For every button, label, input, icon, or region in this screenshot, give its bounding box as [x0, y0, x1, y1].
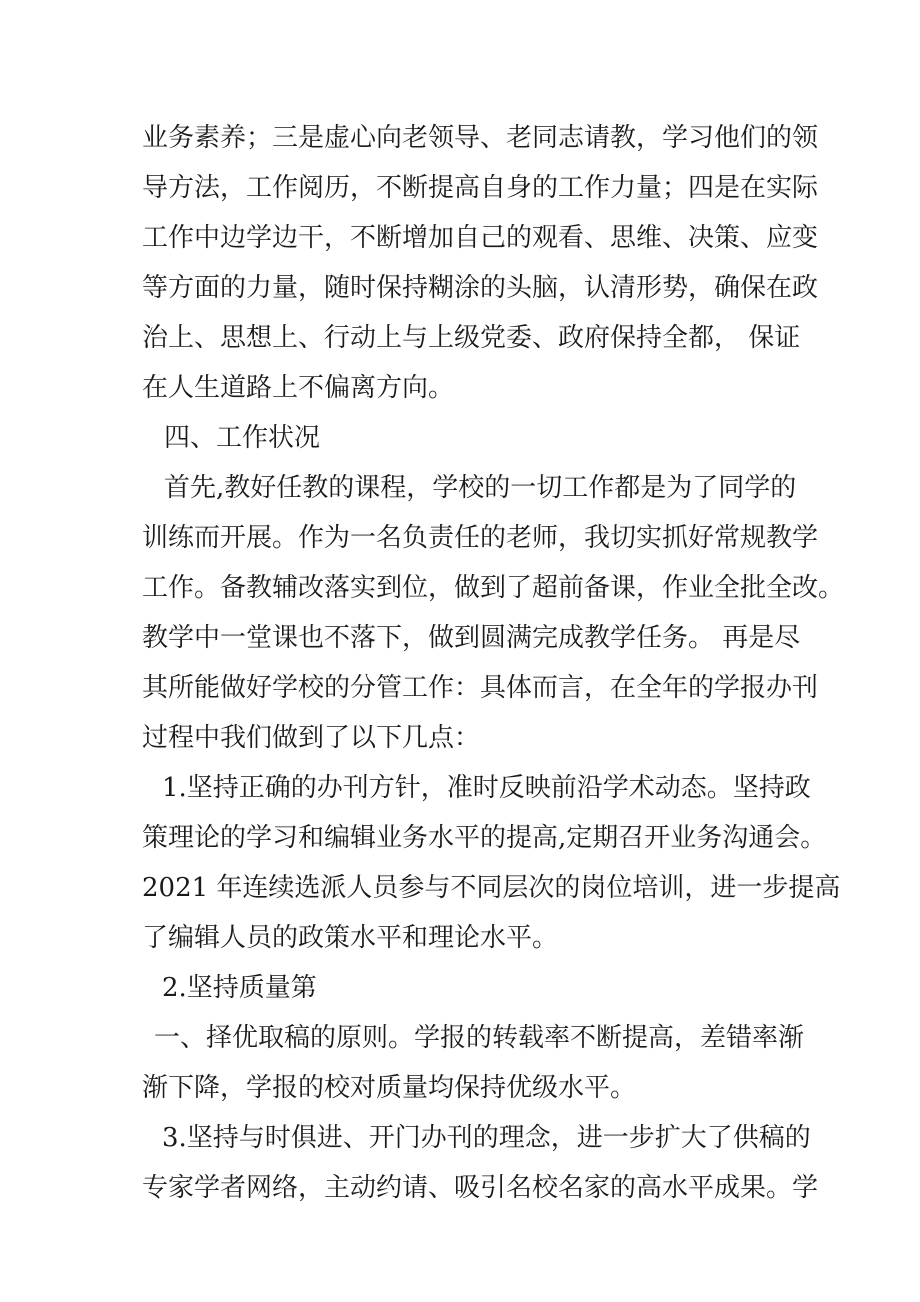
- section-heading: 四、工作状况: [164, 423, 321, 453]
- text-line: 策理论的学习和编辑业务水平的提高,定期召开业务沟通会。: [142, 823, 827, 853]
- text-line: 工作。备教辅改落实到位，做到了超前备课，作业全批全改。: [142, 573, 845, 603]
- text-line: 专家学者网络，主动约请、吸引名校名家的高水平成果。学: [142, 1173, 819, 1203]
- list-item: 1.坚持正确的办刊方针，准时反映前沿学术动态。坚持政: [162, 773, 811, 803]
- text-line: 在人生道路上不偏离方向。: [142, 373, 455, 403]
- list-item: 2.坚持质量第: [162, 973, 317, 1003]
- text-line: 业务素养；三是虚心向老领导、老同志请教，学习他们的领: [142, 123, 819, 153]
- text-line: 过程中我们做到了以下几点：: [142, 723, 481, 753]
- text-line: 教学中一堂课也不落下，做到圆满完成教学任务。 再是尽: [142, 623, 801, 653]
- text-line: 训练而开展。作为一名负责任的老师，我切实抓好常规教学: [142, 523, 819, 553]
- text-line: 治上、思想上、行动上与上级党委、政府保持全都， 保证: [142, 323, 801, 353]
- text-line: 首先,教好任教的课程，学校的一切工作都是为了同学的: [164, 473, 797, 503]
- text-line: 渐下降，学报的校对质量均保持优级水平。: [142, 1073, 637, 1103]
- document-body: [142, 113, 845, 1213]
- text-line: 了编辑人员的政策水平和理论水平。: [142, 923, 559, 953]
- text-line: 其所能做好学校的分管工作：具体而言，在全年的学报办刊: [142, 673, 819, 703]
- text-line: 导方法，工作阅历，不断提高自身的工作力量；四是在实际: [142, 173, 819, 203]
- text-line: 等方面的力量，随时保持糊涂的头脑，认清形势，确保在政: [142, 273, 819, 303]
- text-line: 工作中边学边干，不断增加自己的观看、思维、决策、应变: [142, 223, 819, 253]
- list-item: 3.坚持与时俱进、开门办刊的理念，进一步扩大了供稿的: [162, 1123, 811, 1153]
- text-line: 一、择优取稿的原则。学报的转载率不断提高，差错率渐: [154, 1023, 805, 1053]
- text-line: 2021 年连续选派人员参与不同层次的岗位培训，进一步提高: [142, 873, 841, 903]
